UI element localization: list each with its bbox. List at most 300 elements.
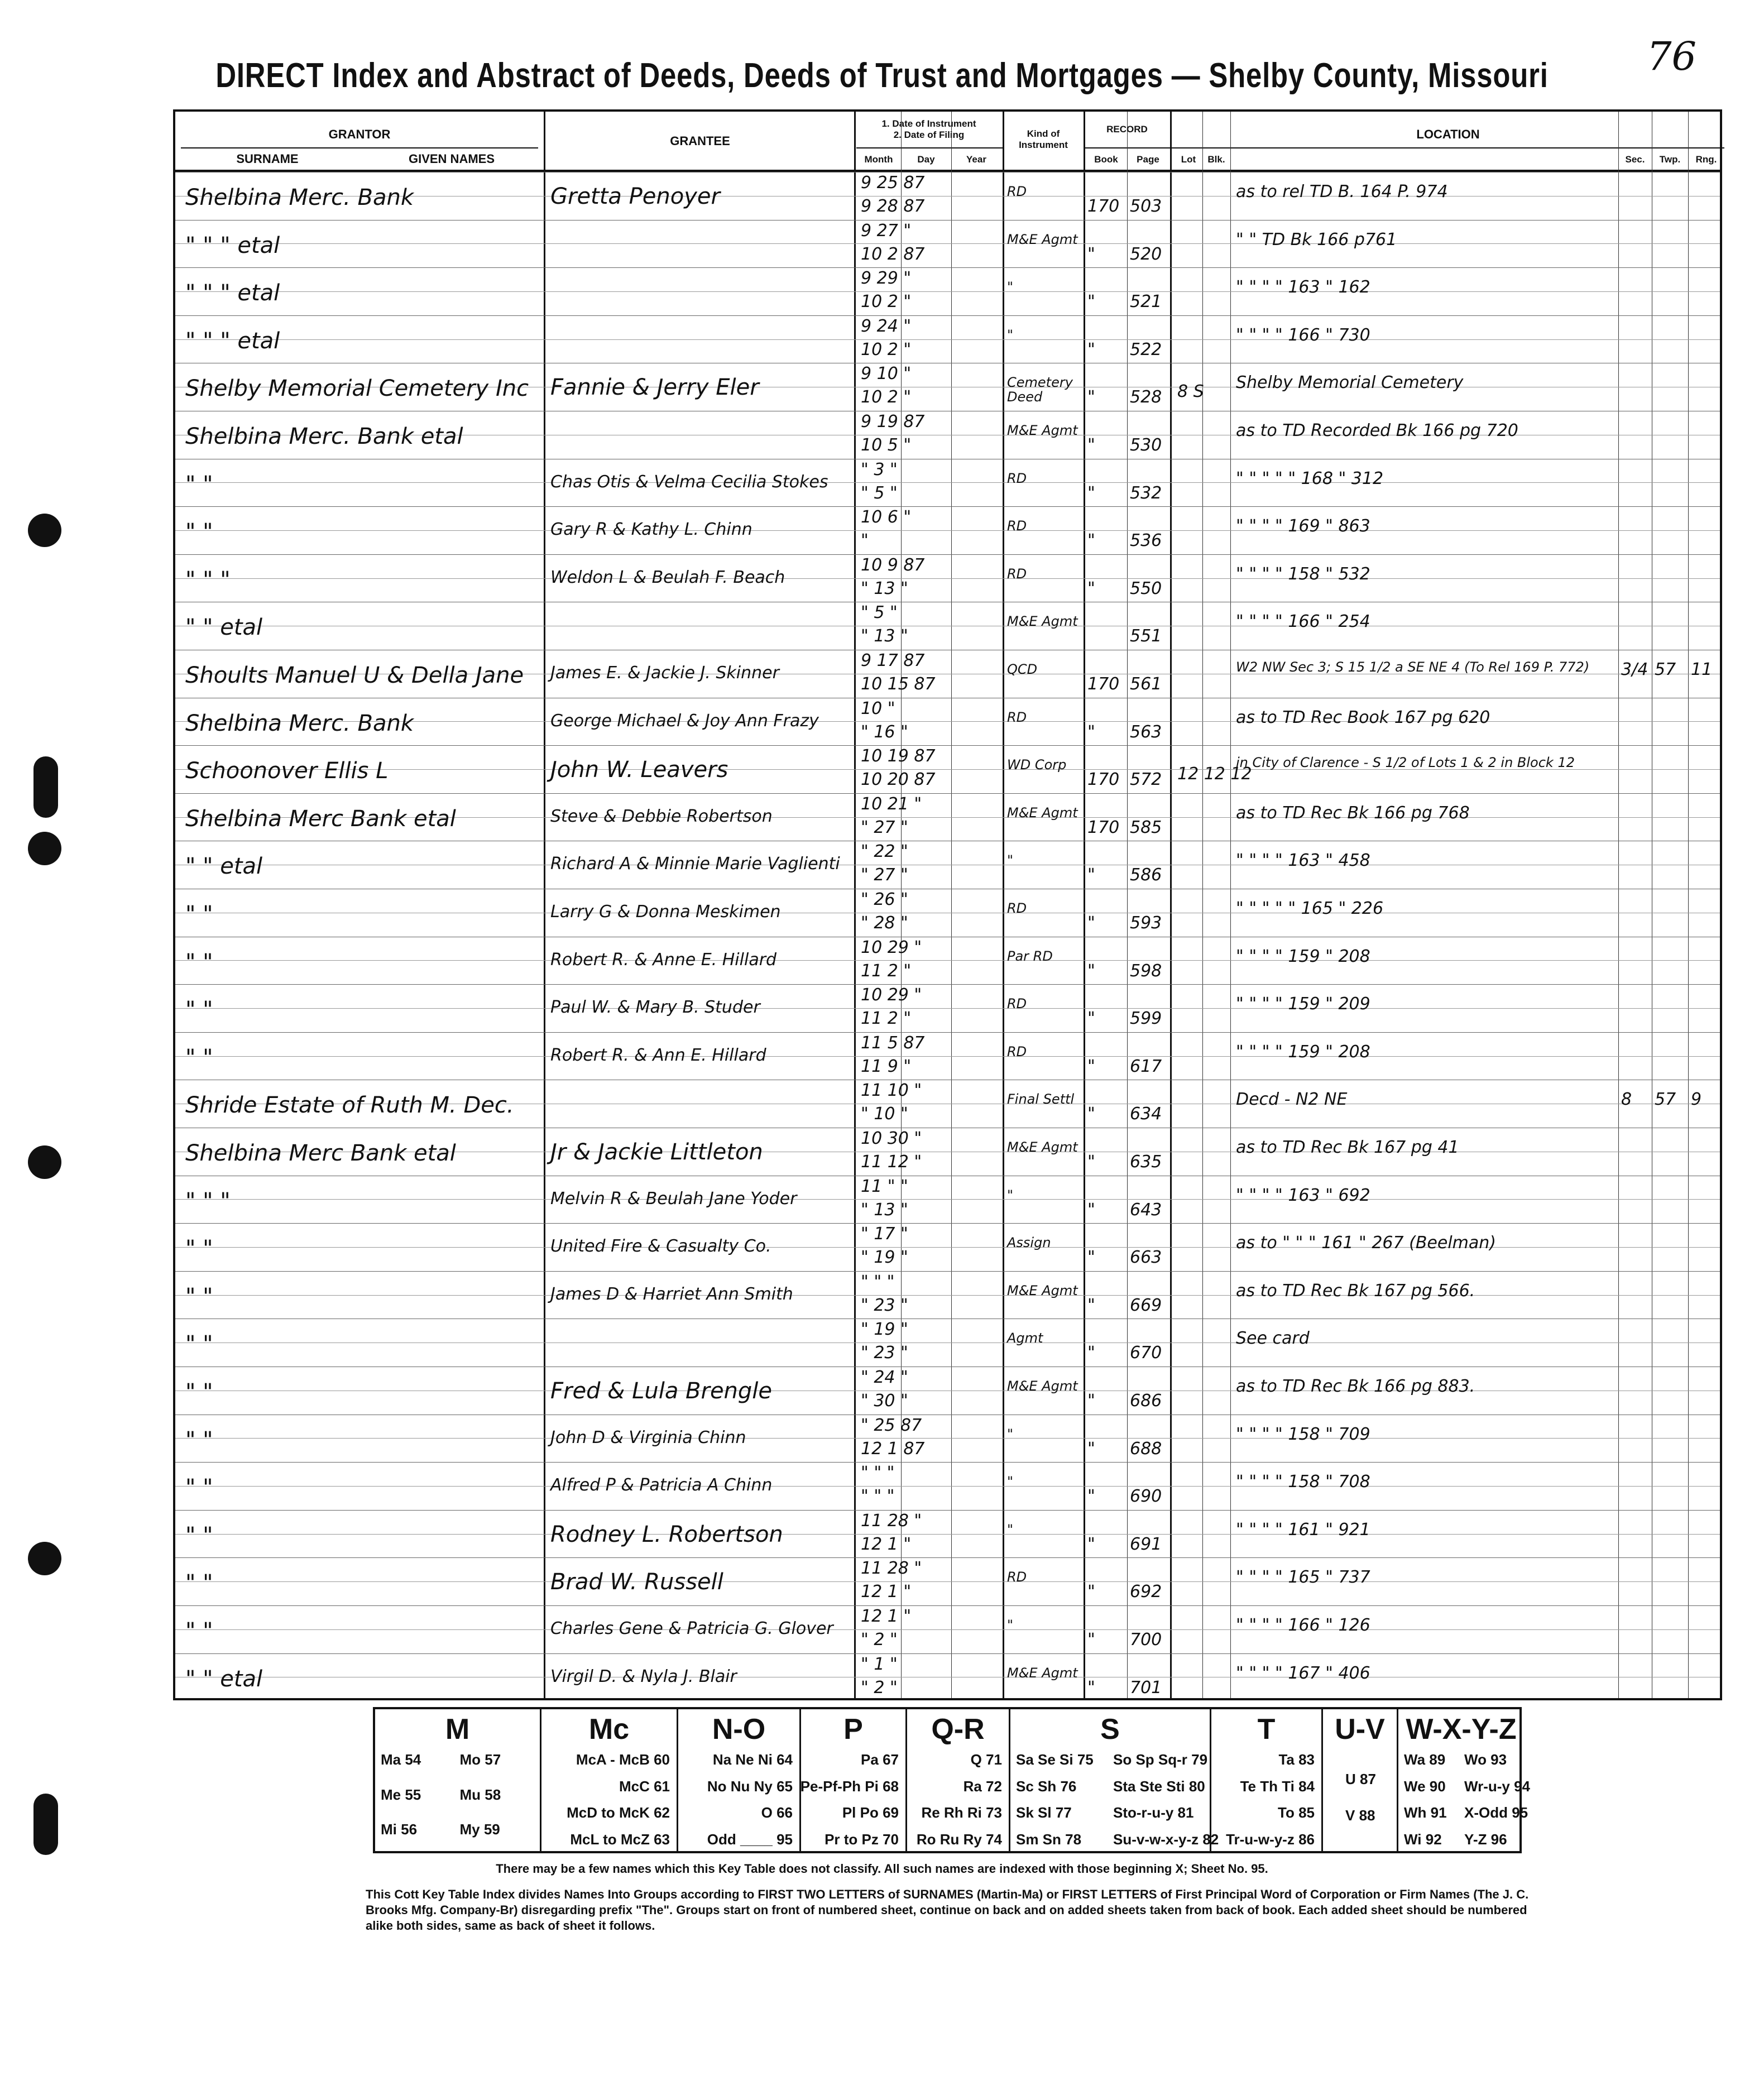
entry-grantor: " " (185, 471, 213, 497)
entry-d2: 10 2 87 (861, 244, 925, 264)
key-group-head: N-O (712, 1713, 766, 1746)
entry-book: " (1087, 961, 1095, 981)
entry-d2: " 2 " (861, 1630, 898, 1650)
entry-d2: 12 1 87 (861, 1439, 925, 1459)
entry-grantor: " " (185, 1427, 213, 1453)
header-book: Book (1094, 154, 1118, 165)
entry-grantor: " " etal (185, 615, 263, 641)
key-item: Odd ____ 95 (707, 1830, 793, 1848)
entry-page: 561 (1130, 674, 1162, 694)
entry-kind: RD (1007, 470, 1027, 486)
entry-book: 170 (1087, 817, 1120, 837)
entry-d2: 12 1 " (861, 1534, 912, 1554)
entry-book: " (1087, 1677, 1095, 1698)
entry-grantee: Robert R. & Ann E. Hillard (550, 1045, 766, 1065)
entry-kind: M&E Agmt (1007, 423, 1078, 438)
entry-page: 599 (1130, 1009, 1162, 1029)
entry-book: " (1087, 1248, 1095, 1268)
entry-book: " (1087, 1152, 1095, 1172)
entry-d1: " 24 " (861, 1368, 908, 1387)
ledger-rows (175, 172, 1720, 1703)
cott-key-table (373, 1707, 1530, 1853)
entry-d2: 10 2 " (861, 292, 912, 312)
key-item: No Nu Ny 65 (707, 1777, 793, 1795)
header-blk: Blk. (1207, 154, 1225, 165)
key-group-s (1009, 1709, 1219, 1851)
key-group-w-x-y-z (1397, 1709, 1530, 1851)
entry-d2: " " " (861, 1487, 895, 1507)
key-item: Wa 89 (1404, 1751, 1446, 1768)
entry-kind: M&E Agmt (1007, 804, 1078, 821)
entry-d2: " 16 " (861, 722, 908, 742)
entry-kind: " (1007, 279, 1014, 295)
entry-grantee: Steve & Debbie Robertson (550, 806, 773, 826)
entry-kind: M&E Agmt (1007, 1378, 1078, 1394)
entry-page: 686 (1130, 1391, 1162, 1411)
entry-book: 170 (1087, 674, 1120, 694)
entry-kind: " (1007, 1521, 1014, 1537)
key-item: U 87 (1345, 1771, 1376, 1787)
entry-grantor: " " (185, 1379, 213, 1405)
entry-grantee: United Fire & Casualty Co. (550, 1236, 771, 1257)
entry-grantor: " " etal (185, 1666, 263, 1692)
entry-book: " (1087, 1630, 1095, 1650)
entry-grantor: " " (185, 1236, 213, 1262)
entry-d2: 10 20 87 (861, 770, 936, 790)
key-item: Sto-r-u-y 81 (1113, 1804, 1194, 1821)
entry-grantee: Jr & Jackie Littleton (550, 1139, 763, 1165)
entry-d1: 11 5 87 (861, 1033, 925, 1053)
key-item: McD to McK 62 (567, 1804, 670, 1821)
entry-kind: RD (1007, 518, 1027, 534)
entry-kind: RD (1007, 709, 1027, 725)
entry-d2: " 28 " (861, 913, 908, 933)
entry-book: " (1087, 1487, 1095, 1507)
entry-grantor: Shelbina Merc Bank etal (185, 1140, 456, 1166)
entry-grantee: Gary R & Kathy L. Chinn (550, 520, 752, 540)
key-group-p (799, 1709, 905, 1851)
entry-d2: " 23 " (861, 1295, 908, 1315)
entry-grantor: Shoults Manuel U & Della Jane (185, 663, 524, 688)
key-group-m (375, 1709, 540, 1851)
key-group-head: S (1100, 1713, 1120, 1746)
header-month: Month (864, 154, 893, 165)
entry-book: " (1087, 578, 1095, 598)
entry-grantee: Melvin R & Beulah Jane Yoder (550, 1188, 797, 1209)
key-item: Sa Se Si 75 (1016, 1751, 1094, 1768)
entry-page: 520 (1130, 244, 1162, 264)
entry-loc: " " " " " 168 " 312 (1236, 468, 1384, 488)
entry-page: 688 (1130, 1439, 1162, 1459)
key-item: Mo 57 (459, 1751, 501, 1768)
entry-grantor: " " (185, 1618, 213, 1644)
entry-page: 635 (1130, 1152, 1162, 1172)
entry-loc: " " " " 167 " 406 (1236, 1663, 1370, 1683)
key-item: Ro Ru Ry 74 (916, 1830, 1002, 1848)
entry-d1: " " " (861, 1272, 895, 1292)
entry-book: " (1087, 435, 1095, 455)
entry-book: " (1087, 1200, 1095, 1220)
key-item: Wh 91 (1404, 1804, 1447, 1821)
key-item: Re Rh Ri 73 (921, 1804, 1002, 1821)
entry-grantee: Weldon L & Beulah F. Beach (550, 567, 785, 587)
key-group-t (1210, 1709, 1321, 1851)
entry-grantee: Brad W. Russell (550, 1569, 723, 1595)
entry-kind: RD (1007, 184, 1027, 199)
key-group-u-v (1321, 1709, 1397, 1851)
entry-loc: as to TD Rec Bk 166 pg 883. (1236, 1377, 1475, 1396)
entry-page: 593 (1130, 913, 1162, 933)
entry-grantee: James E. & Jackie J. Skinner (550, 663, 779, 683)
entry-book: " (1087, 722, 1095, 742)
entry-kind: " (1007, 1474, 1014, 1490)
key-item: Mi 56 (381, 1821, 418, 1838)
key-item: Ma 54 (381, 1751, 421, 1768)
entry-kind: Assign (1007, 1235, 1051, 1251)
entry-page: 691 (1130, 1534, 1162, 1554)
entry-grantor: " " (185, 1570, 213, 1597)
entry-d2: " (861, 531, 869, 551)
entry-d2: 11 2 " (861, 1009, 912, 1029)
entry-d1: 9 10 " (861, 364, 912, 384)
key-item: Sm Sn 78 (1016, 1830, 1082, 1848)
entry-book: 170 (1087, 196, 1120, 216)
entry-loc: as to TD Rec Book 167 pg 620 (1236, 707, 1490, 727)
key-item: Pr to Pz 70 (825, 1830, 899, 1848)
entry-loc: " " " " " 165 " 226 (1236, 899, 1384, 918)
header-lot: Lot (1181, 154, 1196, 165)
entry-kind: Final Settl (1007, 1091, 1075, 1108)
entry-d1: 12 1 " (861, 1607, 912, 1626)
entry-kind: M&E Agmt (1007, 231, 1078, 247)
key-item: O 66 (761, 1804, 793, 1821)
entry-grantee: Larry G & Donna Meskimen (550, 902, 781, 922)
entry-page: 701 (1130, 1677, 1162, 1698)
entry-loc: " " " " 159 " 208 (1236, 946, 1370, 966)
entry-page: 521 (1130, 292, 1162, 312)
entry-d1: 10 21 " (861, 794, 922, 814)
entry-grantor: " " (185, 1331, 213, 1358)
entry-loc: " " " " 159 " 209 (1236, 994, 1370, 1014)
entry-loc: " " " " 161 " 921 (1236, 1519, 1370, 1540)
entry-d2: " 27 " (861, 817, 908, 837)
entry-kind: " (1007, 1187, 1014, 1203)
header-surname: SURNAME (236, 152, 299, 166)
header-grantee: GRANTEE (670, 134, 730, 148)
entry-grantor: " " (185, 997, 213, 1023)
header-twp: Twp. (1659, 154, 1681, 165)
footer-instructions: This Cott Key Table Index divides Names Into Groups according to FIRST TWO LETTERS of SURNAMES (Martin-Ma) or FIRST LETTERS of First Principal Word of Corporation or Firm Names (The J. C. Brooks Mfg. Company-Br) disregarding prefix "The". Groups start on front of numbered sheet, continue on back and on added sheets taken from back of book. Each added sheet should be numbered alike both sides, same as back of sheet it follows. (366, 1887, 1529, 1933)
entry-lot: 12 12 12 (1177, 764, 1252, 784)
entry-d2: 11 12 " (861, 1152, 922, 1172)
entry-kind: QCD (1007, 661, 1038, 677)
entry-loc: " " " " 158 " 708 (1236, 1472, 1370, 1492)
entry-grantor: " " " etal (185, 280, 280, 306)
entry-page: 643 (1130, 1200, 1162, 1220)
entry-grantor: Shride Estate of Ruth M. Dec. (185, 1092, 514, 1119)
binder-slot-2 (33, 1794, 58, 1855)
entry-kind: M&E Agmt (1007, 613, 1078, 630)
entry-d1: " 5 " (861, 603, 898, 623)
entry-page: 551 (1130, 626, 1162, 646)
entry-d2: " 13 " (861, 626, 908, 646)
entry-grantor: " " " (185, 1188, 231, 1214)
entry-loc: " " " " 163 " 692 (1236, 1185, 1370, 1205)
entry-d1: 10 29 " (861, 937, 922, 957)
entry-book: " (1087, 1439, 1095, 1459)
entry-d2: " 2 " (861, 1677, 898, 1698)
entry-kind: RD (1007, 900, 1027, 916)
entry-d1: " 3 " (861, 459, 898, 480)
entry-rng: 9 (1691, 1090, 1702, 1110)
entry-loc: as to TD Rec Bk 167 pg 566. (1236, 1281, 1475, 1301)
entry-loc: " " " " 166 " 254 (1236, 612, 1370, 632)
entry-page: 563 (1130, 722, 1162, 742)
entry-page: 663 (1130, 1248, 1162, 1268)
entry-grantee: John W. Leavers (550, 757, 728, 783)
key-group-head: P (843, 1713, 863, 1746)
key-item: X-Odd 95 (1464, 1804, 1528, 1821)
entry-d1: " 26 " (861, 890, 908, 909)
entry-d2: 10 2 " (861, 387, 912, 408)
entry-book: " (1087, 1104, 1095, 1124)
key-note: There may be a few names which this Key Table does not classify. All such names are indexed with those beginning X; Sheet No. 95. (496, 1862, 1268, 1876)
entry-page: 700 (1130, 1630, 1162, 1650)
key-item: Te Th Ti 84 (1240, 1777, 1315, 1795)
entry-d2: 11 2 " (861, 961, 912, 981)
entry-rng: 11 (1691, 660, 1713, 679)
entry-d1: 9 17 87 (861, 651, 925, 670)
binder-hole-2 (28, 832, 61, 865)
entry-grantor: Shelbina Merc Bank etal (185, 806, 456, 832)
entry-page: 572 (1130, 770, 1162, 790)
entry-page: 690 (1130, 1487, 1162, 1507)
header-record: RECORD (1106, 124, 1148, 135)
entry-book: " (1087, 913, 1095, 933)
entry-d1: 10 " (861, 698, 895, 718)
entry-loc: " " " " 169 " 863 (1236, 516, 1370, 536)
entry-d1: 9 29 " (861, 269, 912, 289)
entry-loc: " " " " 159 " 208 (1236, 1042, 1370, 1062)
binder-hole-1 (28, 514, 61, 547)
entry-grantor: Shelbina Merc. Bank (185, 710, 414, 736)
ledger-header (175, 112, 1720, 172)
key-group-head: M (445, 1713, 470, 1746)
entry-page: 585 (1130, 817, 1162, 837)
key-item: Wi 92 (1404, 1830, 1442, 1848)
entry-loc: as to " " " 161 " 267 (Beelman) (1236, 1233, 1496, 1253)
entry-d1: " 17 " (861, 1224, 908, 1244)
header-kind: Kind of Instrument (1019, 128, 1068, 150)
entry-grantor: " " (185, 949, 213, 975)
entry-grantee: Gretta Penoyer (550, 184, 720, 209)
key-item: Y-Z 96 (1464, 1830, 1507, 1848)
key-item: Ta 83 (1278, 1751, 1315, 1768)
entry-d1: " " " (861, 1463, 895, 1483)
entry-page: 536 (1130, 531, 1162, 551)
key-item: My 59 (459, 1821, 500, 1838)
entry-book: " (1087, 244, 1095, 264)
header-page: Page (1137, 154, 1159, 165)
key-item: McL to McZ 63 (570, 1830, 670, 1848)
entry-grantor: " " (185, 1475, 213, 1501)
key-item: Mu 58 (459, 1786, 501, 1803)
entry-kind: Cemetery Deed (1007, 375, 1073, 405)
entry-page: 617 (1130, 1056, 1162, 1076)
entry-grantee: Charles Gene & Patricia G. Glover (550, 1619, 833, 1638)
entry-loc: in City of Clarence - S 1/2 of Lots 1 & 2 in Block 12 (1236, 755, 1575, 771)
entry-kind: RD (1007, 1043, 1027, 1060)
header-location: LOCATION (1416, 127, 1480, 141)
entry-d2: " 13 " (861, 578, 908, 598)
entry-d1: 10 6 " (861, 507, 912, 528)
header-year: Year (966, 154, 986, 165)
entry-sec: 8 (1621, 1090, 1632, 1110)
entry-lot: 8 S (1177, 382, 1204, 402)
header-sec: Sec. (1625, 154, 1645, 165)
entry-d1: " 1 " (861, 1654, 898, 1674)
key-item: To 85 (1278, 1804, 1315, 1821)
entry-grantee: Fred & Lula Brengle (550, 1378, 773, 1404)
entry-grantor: " " (185, 1044, 213, 1071)
entry-kind: Agmt (1007, 1330, 1043, 1346)
entry-sec: 3/4 (1621, 660, 1648, 679)
entry-loc: " " " " 166 " 730 (1236, 325, 1370, 345)
entry-grantor: " " (185, 519, 213, 545)
key-group-head: T (1257, 1713, 1276, 1746)
entry-d1: 11 28 " (861, 1511, 922, 1531)
header-grantor: GRANTOR (328, 127, 391, 141)
entry-kind: Par RD (1007, 948, 1053, 964)
ledger-table (173, 109, 1722, 1700)
key-item: Pe-Pf-Ph Pi 68 (800, 1777, 899, 1795)
entry-d1: 9 24 " (861, 316, 912, 336)
key-group-mc (540, 1709, 677, 1851)
entry-book: " (1087, 1295, 1095, 1315)
entry-loc: " " " " 158 " 709 (1236, 1424, 1370, 1444)
entry-d1: 10 19 87 (861, 746, 936, 766)
entry-loc: " " " " 166 " 126 (1236, 1615, 1370, 1635)
entry-d2: " 10 " (861, 1104, 908, 1124)
key-group-head: Mc (588, 1713, 630, 1746)
key-group-n-o (677, 1709, 799, 1851)
key-item: Na Ne Ni 64 (712, 1751, 793, 1768)
entry-book: " (1087, 1056, 1095, 1076)
entry-d2: " 19 " (861, 1248, 908, 1268)
key-item: McA - McB 60 (576, 1751, 670, 1768)
entry-grantee: Chas Otis & Velma Cecilia Stokes (550, 472, 828, 492)
entry-kind: RD (1007, 996, 1027, 1012)
entry-loc: as to TD Recorded Bk 166 pg 720 (1236, 421, 1518, 440)
entry-grantor: " " (185, 1522, 213, 1549)
entry-loc: " " " " 165 " 737 (1236, 1567, 1370, 1588)
entry-loc: as to TD Rec Bk 167 pg 41 (1236, 1138, 1459, 1157)
entry-page: 598 (1130, 961, 1162, 981)
entry-loc: See card (1236, 1329, 1310, 1349)
entry-kind: WD Corp (1007, 757, 1067, 773)
binder-hole-4 (28, 1542, 61, 1575)
entry-d1: " 22 " (861, 842, 908, 862)
header-day: Day (917, 154, 935, 165)
entry-page: 522 (1130, 339, 1162, 359)
binder-hole-3 (28, 1145, 61, 1179)
header-dates: 1. Date of Instrument 2. Date of Filing (881, 118, 976, 140)
entry-book: " (1087, 865, 1095, 885)
entry-page: 550 (1130, 578, 1162, 598)
key-item: V 88 (1345, 1807, 1375, 1824)
key-item: Ra 72 (963, 1777, 1002, 1795)
entry-d2: 11 9 " (861, 1056, 912, 1076)
key-item: Me 55 (381, 1786, 421, 1803)
entry-grantee: John D & Virginia Chinn (550, 1427, 746, 1447)
entry-grantee: Alfred P & Patricia A Chinn (550, 1475, 773, 1495)
entry-d2: " 23 " (861, 1343, 908, 1363)
entry-page: 634 (1130, 1104, 1162, 1124)
entry-grantor: " " " (185, 567, 231, 593)
entry-page: 530 (1130, 435, 1162, 455)
entry-grantor: " " (185, 1283, 213, 1310)
entry-d2: 10 5 " (861, 435, 912, 455)
entry-d1: 9 25 87 (861, 173, 925, 193)
entry-kind: " (1007, 327, 1014, 343)
entry-book: " (1087, 1534, 1095, 1554)
entry-d1: 9 19 87 (861, 412, 925, 432)
entry-d1: 11 " " (861, 1176, 908, 1196)
header-given-names: GIVEN NAMES (408, 152, 495, 166)
entry-kind: M&E Agmt (1007, 1139, 1078, 1155)
entry-grantee: Rodney L. Robertson (550, 1521, 783, 1547)
entry-loc: " " " " 163 " 162 (1236, 277, 1370, 298)
entry-kind: RD (1007, 1569, 1027, 1585)
key-group-head: U-V (1335, 1713, 1385, 1746)
entry-loc: Decd - N2 NE (1236, 1090, 1348, 1110)
key-item: McC 61 (619, 1777, 670, 1795)
entry-d2: " 27 " (861, 865, 908, 885)
entry-page: 528 (1130, 387, 1162, 408)
entry-book: 170 (1087, 770, 1120, 790)
entry-grantor: Schoonover Ellis L (185, 758, 389, 784)
entry-d2: " 30 " (861, 1391, 908, 1411)
entry-loc: as to rel TD B. 164 P. 974 (1236, 182, 1448, 202)
entry-grantee: Fannie & Jerry Eler (550, 375, 759, 401)
key-item: So Sp Sq-r 79 (1113, 1751, 1208, 1768)
entry-kind: M&E Agmt (1007, 1282, 1078, 1298)
entry-d1: " 25 87 (861, 1415, 922, 1435)
key-item: Pl Po 69 (842, 1804, 899, 1821)
entry-book: " (1087, 339, 1095, 359)
entry-kind: M&E Agmt (1007, 1665, 1078, 1681)
entry-d2: 12 1 " (861, 1582, 912, 1602)
entry-kind: " (1007, 1617, 1014, 1633)
page-title: DIRECT Index and Abstract of Deeds, Deeds of Trust and Mortgages — Shelby County, Missouri (215, 56, 1549, 95)
entry-page: 532 (1130, 483, 1162, 503)
key-item: Sta Ste Sti 80 (1113, 1777, 1205, 1795)
key-item: Sk Sl 77 (1016, 1804, 1072, 1821)
entry-page: 503 (1130, 196, 1162, 216)
entry-grantor: " " (185, 902, 213, 927)
entry-grantee: Virgil D. & Nyla J. Blair (550, 1666, 737, 1686)
key-group-head: W-X-Y-Z (1406, 1713, 1517, 1746)
entry-book: " (1087, 1343, 1095, 1363)
key-item: We 90 (1404, 1777, 1446, 1795)
entry-grantor: " " " etal (185, 328, 280, 354)
key-item: Sc Sh 76 (1016, 1777, 1077, 1795)
entry-d1: 11 10 " (861, 1081, 922, 1101)
entry-kind: RD (1007, 565, 1027, 582)
entry-book: " (1087, 1009, 1095, 1029)
entry-grantor: " " " etal (185, 232, 280, 258)
entry-d2: " 13 " (861, 1200, 908, 1220)
